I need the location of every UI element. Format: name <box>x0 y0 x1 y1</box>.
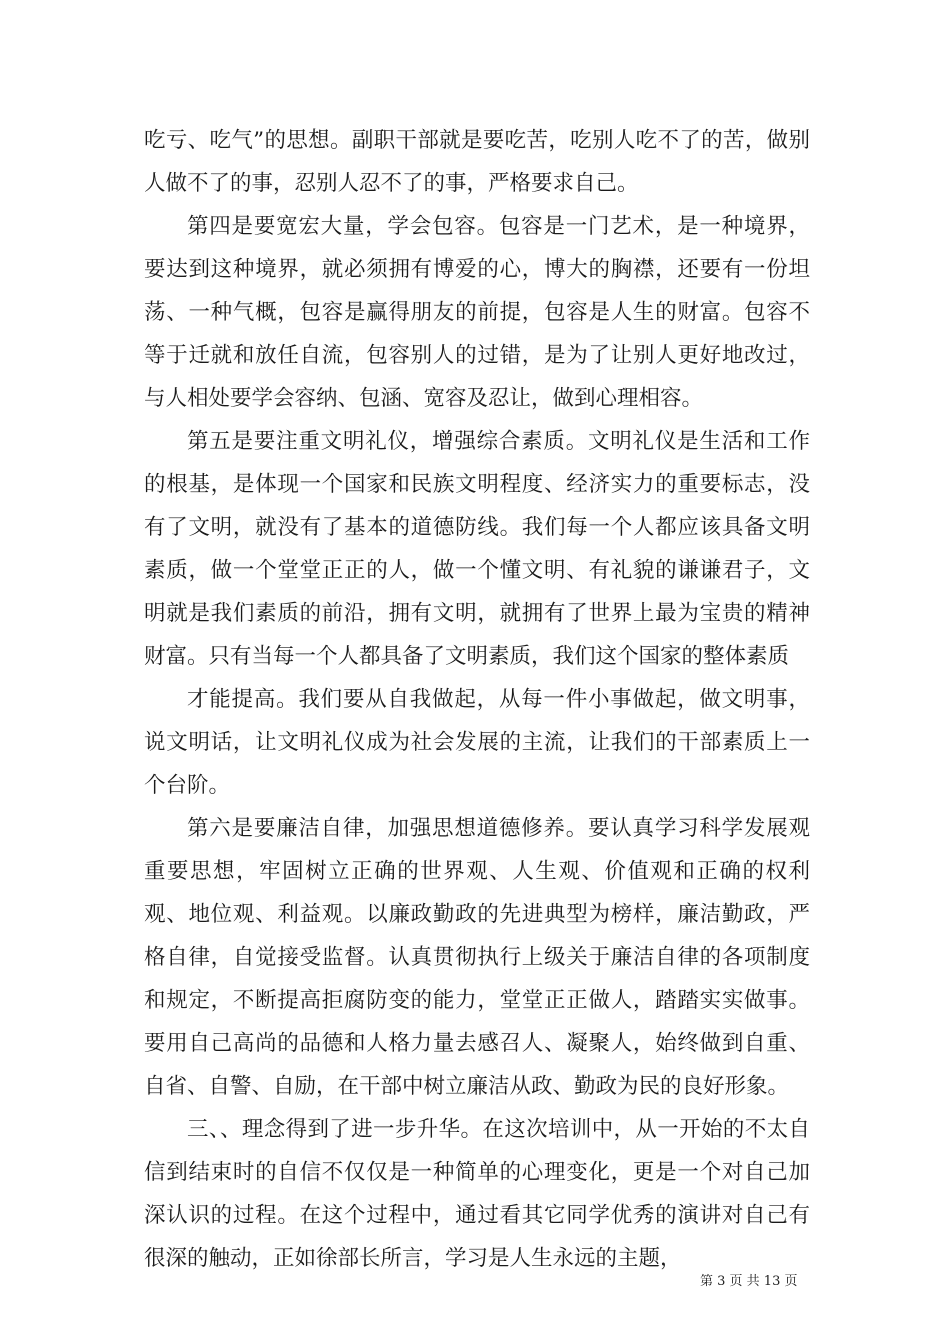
paragraph-section-three: 三、、理念得到了进一步升华。在这次培训中，从一开始的不太自信到结束时的自信不仅仅是一种简单的心理变化，更是一个对自己加深认识的过程。在这个过程中，通过看其它同学优秀的演讲对自己有很深的触动，正如徐部长所言，学习是人生永远的主题， <box>144 1117 810 1271</box>
paragraph-point-five: 第五是要注重文明礼仪，增强综合素质。文明礼仪是生活和工作的根基，是体现一个国家和民族文明程度、经济实力的重要标志，没有了文明，就没有了基本的道德防线。我们每一个人都应该具备文明素质，做一个堂堂正正的人，做一个懂文明、有礼貌的谦谦君子，文明就是我们素质的前沿，拥有文明，就拥有了世界上最为宝贵的精神财富。只有当每一个人都具备了文明素质，我们这个国家的整体素质 <box>144 429 810 669</box>
document-body <box>144 119 810 1280</box>
paragraph-point-five-continued: 才能提高。我们要从自我做起，从每一件小事做起，做文明事，说文明话，让文明礼仪成为社会发展的主流，让我们的干部素质上一个台阶。 <box>144 687 810 798</box>
page-number: 第 3 页 共 13 页 <box>700 1274 798 1289</box>
paragraph-point-four: 第四是要宽宏大量，学会包容。包容是一门艺术，是一种境界，要达到这种境界，就必须拥有博爱的心，博大的胸襟，还要有一份坦荡、一种气概，包容是赢得朋友的前提，包容是人生的财富。包容不等于迁就和放任自流，包容别人的过错，是为了让别人更好地改过，与人相处要学会容纳、包涵、宽容及忍让，做到心理相容。 <box>144 214 810 411</box>
paragraph-point-six: 第六是要廉洁自律，加强思想道德修养。要认真学习科学发展观重要思想，牢固树立正确的世界观、人生观、价值观和正确的权利观、地位观、利益观。以廉政勤政的先进典型为榜样，廉洁勤政，严格自律，自觉接受监督。认真贯彻执行上级关于廉洁自律的各项制度和规定，不断提高拒腐防变的能力，堂堂正正做人，踏踏实实做事。要用自己高尚的品德和人格力量去感召人、凝聚人，始终做到自重、自省、自警、自励，在干部中树立廉洁从政、勤政为民的良好形象。 <box>144 816 810 1099</box>
paragraph-continuation: 吃亏、吃气”的思想。副职干部就是要吃苦，吃别人吃不了的苦，做别人做不了的事，忍别人忍不了的事，严格要求自己。 <box>144 128 810 196</box>
